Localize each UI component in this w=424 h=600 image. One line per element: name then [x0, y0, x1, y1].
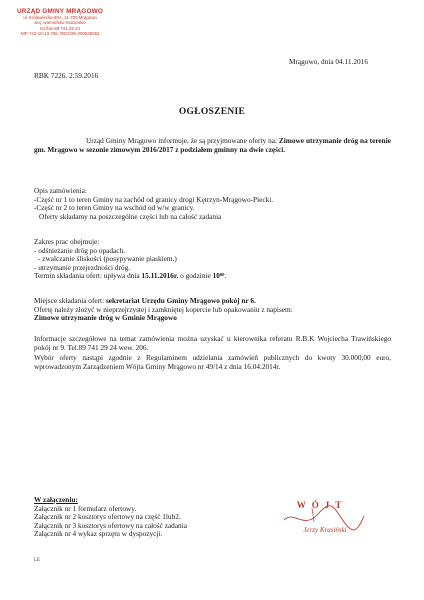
description-label: Opis zamówienia:: [34, 186, 87, 195]
scope-block: [34, 238, 226, 281]
contact-paragraph: Informacje szczegółowe na temat zamówienia można uzyskać u kierownika referatu R.B.K Wojciecha Trawińskiego pokój nr 9. Tel.89 741 29 24 wew. 206.: [34, 334, 391, 352]
document-title: OGŁOSZENIE: [178, 107, 246, 117]
submission-block: [34, 297, 293, 323]
attachment-item: Załącznik nr 4 wykaz sprzętu w dyspozycji.: [34, 529, 163, 539]
envelope-label: Zimowe utrzymanie dróg w Gminie Mrągowo: [34, 313, 177, 323]
stamp-nip: NIP 742-10-13-765, REGON 000535063: [20, 31, 100, 37]
stamp-address: ul. Królewiecka 60A, 11-700 Mrągowo: [23, 15, 97, 20]
attachments-block: [34, 496, 187, 539]
deadline-line: Termin składania ofert: upływa dnia 15.11.2016r. o godzinie $10^{00}$.: [34, 271, 227, 281]
author-initials: LE: [34, 558, 41, 563]
reference-number: RBK 7226. 2.59.2016: [34, 71, 99, 80]
stamp-phone: tel./fax 89 741 29 24: [40, 25, 80, 31]
submission-instruction: Ofertę należy złożyć w nieprzejrzystej i zamkniętej kopercie lub opakowaniu z napisem:: [34, 304, 293, 314]
scope-label: Zakres prac obejmuje:: [34, 237, 100, 246]
stamp-title: URZĄD GMINY MRĄGOWO: [16, 8, 104, 15]
description-block: [34, 187, 273, 221]
signature-stamp: [274, 500, 370, 552]
attachment-item: Załącznik nr 1 formularz ofertowy.: [34, 503, 137, 513]
office-stamp: [8, 8, 112, 37]
description-line: -Część nr 1 to teren Gminy na zachód od granicy drogi Kętrzyn-Mrągowo-Piecki.: [34, 194, 274, 204]
submission-place: Miejsce składania ofert: sekretariat Urzędu Gminy Mrągowo pokój nr 6.: [34, 296, 256, 305]
attachment-item: Załącznik nr 2 kosztorys ofertowy na część 1lub2.: [34, 512, 181, 522]
signature-name: Jerzy Krasiński: [303, 526, 347, 534]
signature-title: WÓJT: [296, 500, 348, 510]
attachments-label: W załączeniu:: [34, 495, 78, 504]
scope-item: - utrzymanie przejezdności dróg.: [34, 262, 131, 272]
deadline-date: 15.11.2016r.: [141, 271, 179, 281]
stamp-region: woj. warmińsko-mazurskie: [34, 20, 86, 26]
deadline-hour: $10^{00}$: [212, 271, 225, 281]
attachment-item: Załącznik nr 3 kosztorys ofertowy na całość zadania: [34, 520, 187, 530]
description-line: Oferty składamy na poszczególne części lub na całość zadania: [39, 211, 222, 221]
intro-paragraph: [34, 137, 391, 154]
intro-subject: Zimowe utrzymanie dróg na terenie gm. Mrągowo w sezonie zimowym 2016/2017 z podziałem gminny na dwie części.: [34, 136, 391, 154]
document-date: Mrągowo, dnia 04.11.2016: [289, 57, 368, 66]
scope-item: - zwalczanie śliskości (posypywanie piaskiem.): [38, 254, 177, 264]
scope-item: - odśnieżanie dróg po opadach.: [34, 245, 125, 255]
intro-text: Urząd Gminy Mrągowo informuje, że są przyjmowane oferty na:: [86, 136, 279, 145]
regulation-paragraph: Wybór oferty nastąpi zgodnie z Regulaminem udzielania zamówień publicznych do kwoty 30.000,00 euro, wprowadzonym Zarządzeniem Wójta Gminy Mrągowo nr 49/14 z dnia 16.04.2014r.: [34, 353, 391, 371]
description-line: -Część nr 2 to teren Gminy na wschód od w/w granicy.: [34, 203, 195, 213]
